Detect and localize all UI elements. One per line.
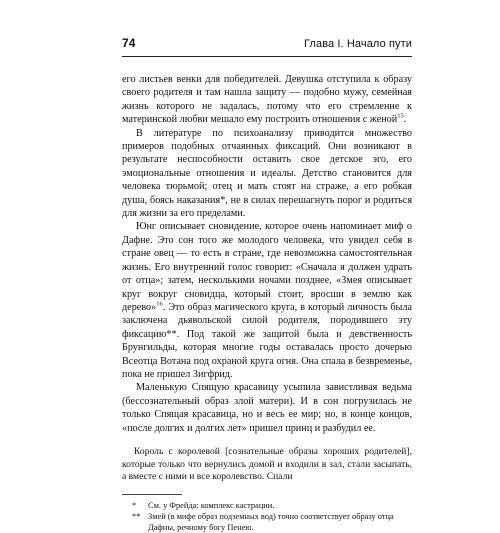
footnote-ref: 16 — [156, 300, 163, 308]
page-number: 74 — [122, 36, 136, 50]
running-head: Глава I. Начало пути — [304, 38, 412, 50]
footnote — [122, 500, 412, 511]
footnote — [122, 511, 412, 533]
book-page — [122, 36, 412, 533]
paragraph: Маленькую Спящую красавицу усыпила завистливая ведьма (бессознательный образ злой матери). И в сон погрузилась не только Спящая красавица, но и весь ее мир; но, в конце концов, «после долгих и долгих лет» пришел принц и разбудил ее. — [122, 382, 412, 434]
footnote-ref: 15 — [397, 112, 404, 120]
footnote-rule — [122, 494, 182, 495]
block-quote: Король с королевой [сознательные образы хороших родителей], которые только что вернулись домой и входили в зал, стали засыпать, а вместе с ними и все королевство. Спали — [122, 445, 412, 483]
header-rule — [122, 56, 412, 57]
footnote-mark: * — [132, 500, 137, 510]
paragraph: В литературе по психоанализу приводится множество примеров подобных отчаянных фиксаций. Они возникают в результате неспособности оставить свое детское эго, его эмоциональные отношения и идеалы. Детство становится для человека тюрьмой; отец и мать стоят на страже, а его робкая душа, боясь наказания*, не в силах перешагнуть порог и родиться для жизни за его пределами. — [122, 127, 412, 220]
paragraph: его листьев венки для победителей. Девушка отступила к образу своего родителя и там нашла защиту — подобно мужу, семейная жизнь которого не задалась, потому что его стремление к материнской любви мешало ему построить отношения с женой$^{15}$. — [122, 74, 412, 126]
footnote-text: См. у Фрейда: комплекс кастрации. — [148, 500, 275, 510]
footnote-text: Змей (в мифе образ подземных вод) точно соответствует образу отца Дафны, речному богу Пенею. — [148, 511, 394, 532]
paragraph: Юнг описывает сновидение, которое очень напоминает миф о Дафне. Это сон того же молодого человека, что увидел себя в стране овец — то есть в стране, где невозможна самостоятельная жизнь. Его внутренний голос говорит: «Сначала я должен удрать от отца»; затем, несколькими ночами позднее, «Змея описывает круг вокруг сновидца, который стоит, вросши в землю как дерево»$^{16}$. Это образ магического круга, в который личность была заключена дьявольской силой родителя, породившего эту фиксацию**. Под такой же защитой была и девственность Брунгильды, которая многие годы оставалась просто дочерью Всеотца Вотана под охраной круга огня. Она спала в безвременье, пока не пришел Зигфрид. — [122, 221, 412, 380]
body-text — [122, 73, 412, 435]
footnote-mark: ** — [132, 511, 141, 521]
page-header — [122, 36, 412, 50]
footnote-ref: * — [220, 194, 226, 206]
